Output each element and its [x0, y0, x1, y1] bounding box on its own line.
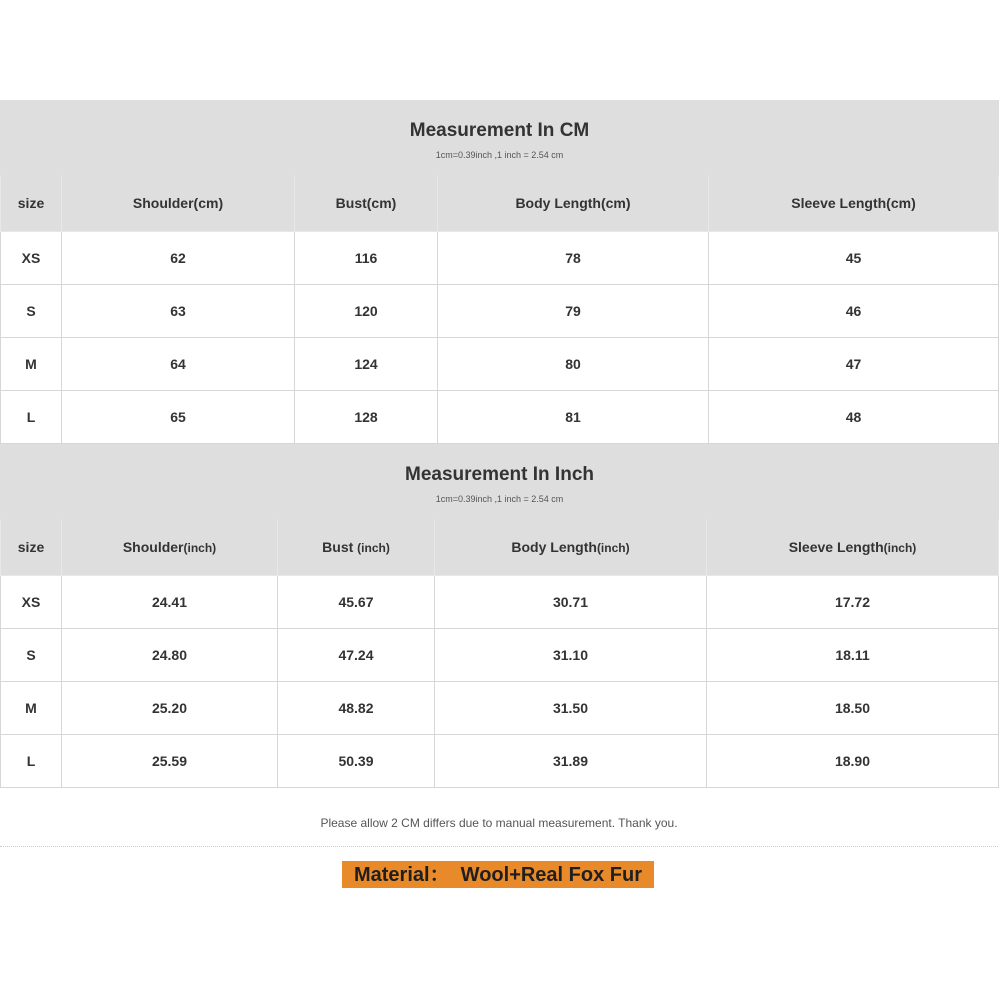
- inch-header-row: [1, 519, 999, 576]
- table-cell: 31.50: [435, 682, 707, 735]
- table-cell: 63: [62, 285, 295, 338]
- column-header: Bust(cm): [295, 175, 438, 232]
- header-unit: (inch): [883, 541, 917, 555]
- table-cell: 25.20: [62, 682, 278, 735]
- table-cell: 124: [295, 338, 438, 391]
- table-row: [1, 285, 999, 338]
- column-header: Sleeve Length(cm): [709, 175, 999, 232]
- table-row: [1, 682, 999, 735]
- size-cell: S: [1, 629, 62, 682]
- material-label: Material： Wool+Real Fox Fur: [342, 861, 654, 888]
- table-cell: 46: [709, 285, 999, 338]
- cm-table-subtitle: 1cm=0.39inch ,1 inch = 2.54 cm: [435, 149, 564, 160]
- table-row: [1, 232, 999, 285]
- table-cell: 47: [709, 338, 999, 391]
- column-header: [435, 519, 707, 576]
- column-header: Shoulder(cm): [62, 175, 295, 232]
- column-header: size: [1, 175, 62, 232]
- table-cell: 65: [62, 391, 295, 444]
- table-cell: 116: [295, 232, 438, 285]
- table-cell: 79: [438, 285, 709, 338]
- table-cell: 62: [62, 232, 295, 285]
- table-cell: 45: [709, 232, 999, 285]
- table-cell: 24.80: [62, 629, 278, 682]
- table-cell: 64: [62, 338, 295, 391]
- measurement-note: Please allow 2 CM differs due to manual measurement. Thank you.: [0, 796, 998, 847]
- header-main: Shoulder: [122, 539, 184, 555]
- size-cell: S: [1, 285, 62, 338]
- table-cell: 45.67: [278, 576, 435, 629]
- header-main: size: [17, 539, 45, 555]
- cm-title-row: [1, 101, 999, 175]
- inch-title-cell: [1, 445, 999, 519]
- table-cell: 128: [295, 391, 438, 444]
- table-cell: 78: [438, 232, 709, 285]
- table-row: [1, 338, 999, 391]
- table-cell: 80: [438, 338, 709, 391]
- table-row: [1, 629, 999, 682]
- column-header: [62, 519, 278, 576]
- header-unit: (inch): [183, 541, 217, 555]
- table-cell: 25.59: [62, 735, 278, 788]
- header-main: Sleeve Length: [788, 539, 884, 555]
- table-cell: 81: [438, 391, 709, 444]
- cm-table: [0, 100, 999, 444]
- table-row: [1, 576, 999, 629]
- table-cell: 48: [709, 391, 999, 444]
- cm-header-row: [1, 175, 999, 232]
- size-cell: L: [1, 735, 62, 788]
- inch-table: [0, 444, 999, 788]
- table-cell: 24.41: [62, 576, 278, 629]
- header-unit: (inch): [357, 541, 390, 555]
- size-cell: M: [1, 682, 62, 735]
- table-cell: 48.82: [278, 682, 435, 735]
- table-cell: 17.72: [707, 576, 999, 629]
- table-cell: 47.24: [278, 629, 435, 682]
- inch-table-title: Measurement In Inch: [405, 463, 594, 485]
- table-cell: 50.39: [278, 735, 435, 788]
- header-unit: (inch): [596, 541, 630, 555]
- inch-title-row: [1, 445, 999, 519]
- table-cell: 120: [295, 285, 438, 338]
- size-cell: L: [1, 391, 62, 444]
- header-main: Body Length: [511, 539, 597, 555]
- size-cell: XS: [1, 576, 62, 629]
- table-row: [1, 735, 999, 788]
- header-main: Bust: [322, 539, 358, 555]
- size-cell: XS: [1, 232, 62, 285]
- table-row: [1, 391, 999, 444]
- column-header: [278, 519, 435, 576]
- table-cell: 18.11: [707, 629, 999, 682]
- size-chart: [0, 100, 998, 788]
- column-header: Body Length(cm): [438, 175, 709, 232]
- table-cell: 30.71: [435, 576, 707, 629]
- column-header: [707, 519, 999, 576]
- table-cell: 31.89: [435, 735, 707, 788]
- inch-table-subtitle: 1cm=0.39inch ,1 inch = 2.54 cm: [435, 493, 564, 504]
- cm-table-title: Measurement In CM: [409, 119, 590, 141]
- table-cell: 18.90: [707, 735, 999, 788]
- cm-title-cell: [1, 101, 999, 175]
- table-cell: 18.50: [707, 682, 999, 735]
- column-header: [1, 519, 62, 576]
- size-cell: M: [1, 338, 62, 391]
- table-cell: 31.10: [435, 629, 707, 682]
